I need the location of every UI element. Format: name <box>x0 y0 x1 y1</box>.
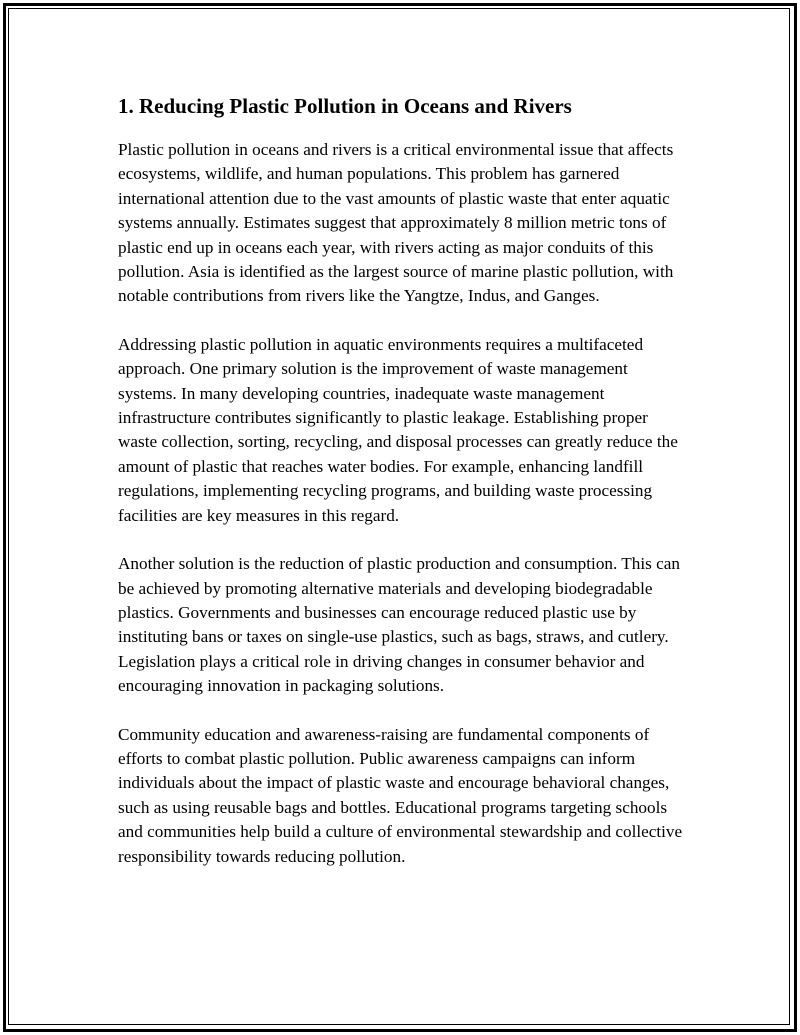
paragraph-4: Community education and awareness-raising are fundamental components of efforts to combat plastic pollution. Public awareness campaigns can inform individuals about the impact of plastic waste and encourage behavioral changes, such as using reusable bags and bottles. Educational programs targeting schools and communities help build a culture of environmental stewardship and collective responsibility towards reducing pollution. <box>118 724 683 866</box>
document-body <box>118 92 690 893</box>
paragraph-1: Plastic pollution in oceans and rivers is a critical environmental issue that affects ecosystems, wildlife, and human populations. This problem has garnered international attention due to the vast amounts of plastic waste that enter aquatic systems annually. Estimates suggest that approximately 8 million metric tons of plastic end up in oceans each year, with rivers acting as major conduits of this pollution. Asia is identified as the largest source of marine plastic pollution, with notable contributions from rivers like the Yangtze, Indus, and Ganges. <box>118 140 674 306</box>
paragraph-3: Another solution is the reduction of plastic production and consumption. This can be achieved by promoting alternative materials and developing biodegradable plastics. Governments and businesses can encourage reduced plastic use by instituting bans or taxes on single-use plastics, such as bags, straws, and cutlery. Legislation plays a critical role in driving changes in consumer behavior and encouraging innovation in packaging solutions. <box>118 554 681 696</box>
paragraph-2: Addressing plastic pollution in aquatic environments requires a multifaceted approach. One primary solution is the improvement of waste management systems. In many developing countries, inadequate waste management infrastructure contributes significantly to plastic leakage. Establishing proper waste collection, sorting, recycling, and disposal processes can greatly reduce the amount of plastic that reaches water bodies. For example, enhancing landfill regulations, implementing recycling programs, and building waste processing facilities are key measures in this regard. <box>118 334 678 525</box>
section-title: 1. Reducing Plastic Pollution in Oceans and Rivers <box>118 94 572 118</box>
